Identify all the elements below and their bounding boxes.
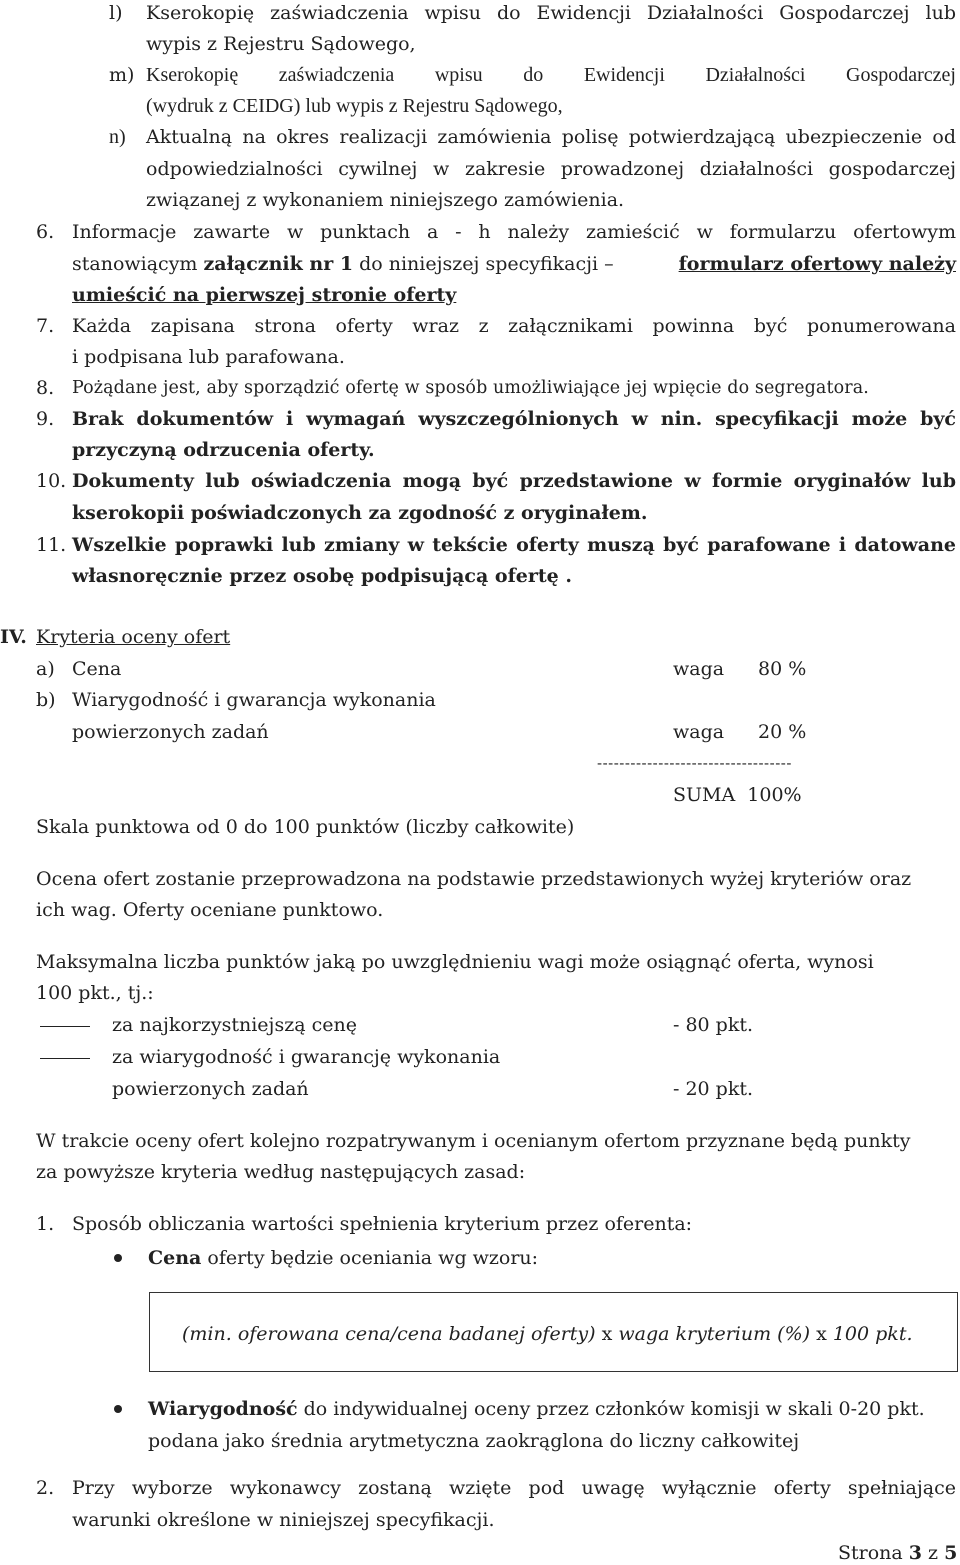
page-footer [838,1541,957,1565]
item-6-line3 [72,283,456,307]
item-9-text-2: przyczyną odrzucenia oferty. [72,439,375,461]
formula [182,1322,913,1346]
criterion-b-weight: 20 % [758,721,807,743]
assessment-line1: Ocena ofert zostanie przeprowadzona na podstawie przedstawionych wyżej kryteriów oraz [36,868,912,890]
footer-total: 5 [944,1542,958,1564]
rules-line2: za powyższe kryteria według następujących zasad: [36,1161,526,1183]
item-9-line1 [72,407,956,431]
formula-times-1: x [595,1323,619,1345]
item-7-line2: i podpisana lub parafowana. [72,346,345,368]
section-number-text: IV. [0,626,27,648]
score-scale: Skala punktowa od 0 do 100 punktów (liczby całkowite) [36,816,575,838]
formula-times-2: x [810,1323,833,1345]
item-9-marker: 9. [36,408,55,430]
item-10-text-2: kserokopii poświadczonych za zgodność z oryginałem. [72,502,648,524]
method-text: Sposób obliczania wartości spełnienia kryterium przez oferenta: [72,1213,693,1235]
final-line1: Przy wyborze wykonawcy zostaną wzięte pod uwagę wyłącznie oferty spełniające [72,1477,956,1499]
criterion-b-marker: b) [36,689,56,711]
formula-part-points: 100 pkt. [832,1323,913,1345]
item-10-line1 [72,469,956,493]
list-item-n-line1: Aktualną na okres realizacji zamówienia polisę potwierdzającą ubezpieczenie od [146,126,956,148]
list-item-m-line2: (wydruk z CEIDG) lub wypis z Rejestru Sądowego, [146,95,563,117]
sum-separator: ----------------------------------- [597,754,792,772]
item-11-marker: 11. [36,534,67,556]
item-11-text: Wszelkie poprawki lub zmiany w tekście oferty muszą być parafowane i datowane [72,534,956,556]
formula-part-weight: waga kryterium (%) [618,1323,811,1345]
item-8-marker: 8. [36,377,55,399]
offer-form-note: formularz ofertowy należy [678,253,956,275]
offer-form-note-2: umieścić na pierwszej stronie oferty [72,284,457,306]
section-title-text: Kryteria oceny ofert [36,626,231,648]
rules-line1: W trakcie oceny ofert kolejno rozpatrywanym i ocenianym ofertom przyznane będą punkty [36,1130,911,1152]
footer-prefix: Strona [838,1542,909,1564]
points-price-value: - 80 pkt. [673,1014,754,1036]
max-points-line1: Maksymalna liczba punktów jaką po uwzględnieniu wagi może osiągnąć oferta, wynosi [36,951,874,973]
item-9-line2 [72,438,375,462]
item-6-line1: Informacje zawarte w punktach a - h należy zamieścić w formularzu ofertowym [72,221,956,243]
list-item-m-line1: Kserokopię zaświadczenia wpisu do Ewidencji Działalności Gospodarczej [146,64,956,86]
list-item-n-line2: odpowiedzialności cywilnej w zakresie prowadzonej działalności gospodarczej [146,158,956,180]
item-10-line2 [72,501,648,525]
criterion-b-weight-label: waga [673,721,725,743]
reliability-rest: do indywidualnej oceny przez członków komisji w skali 0-20 pkt. [297,1398,925,1420]
dash-marker-2 [40,1058,90,1059]
list-item-l-line2: wypis z Rejestru Sądowego, [146,33,416,55]
criterion-a-weight-label: waga [673,658,725,680]
item-8-line1: Pożądane jest, aby sporządzić ofertę w sposób umożliwiające jej wpięcie do segregatora. [72,378,869,398]
criterion-b-label: Wiarygodność i gwarancja wykonania [72,689,436,711]
criterion-a-weight: 80 % [758,658,807,680]
reliability-bullet [148,1397,925,1421]
price-bullet-rest: oferty będzie oceniania wg wzoru: [201,1247,539,1269]
item-10-text: Dokumenty lub oświadczenia mogą być przedstawione w formie oryginałów lub [72,470,956,492]
item-6-line2 [72,252,956,276]
item-11-line2 [72,564,572,588]
method-marker: 1. [36,1213,55,1235]
criterion-a-marker: a) [36,658,55,680]
bullet-dot-1 [114,1254,122,1262]
criterion-b-label-2: powierzonych zadań [72,721,269,743]
section-title [36,625,230,649]
item-10-marker: 10. [36,470,67,492]
criterion-a-label: Cena [72,658,122,680]
max-points-line2: 100 pkt., tj.: [36,982,154,1004]
section-number [0,625,27,649]
sum-total: SUMA 100% [673,784,802,806]
points-reliability-label-2: powierzonych zadań [112,1078,309,1100]
item-6-marker: 6. [36,221,55,243]
dash-marker-1 [40,1026,90,1027]
final-marker: 2. [36,1477,55,1499]
item-7-marker: 7. [36,315,55,337]
bullet-dot-2 [114,1405,122,1413]
assessment-line2: ich wag. Oferty oceniane punktowo. [36,899,384,921]
reliability-bold: Wiarygodność [148,1398,298,1420]
price-bullet [148,1246,538,1270]
item-11-text-2: własnoręcznie przez osobę podpisującą ofertę . [72,565,572,587]
list-marker-m: m) [109,64,135,86]
list-marker-n: n) [109,126,126,148]
item-9-text: Brak dokumentów i wymagań wyszczególnionych w nin. specyfikacji może być [72,408,956,430]
list-item-n-line3: związanej z wykonaniem niniejszego zamówienia. [146,189,625,211]
points-reliability-value: - 20 pkt. [673,1078,754,1100]
price-bullet-bold: Cena [148,1247,202,1269]
final-line2: warunki określone w niniejszej specyfikacji. [72,1509,495,1531]
points-reliability-label: za wiarygodność i gwarancję wykonania [112,1046,501,1068]
item-7-line1: Każda zapisana strona oferty wraz z załącznikami powinna być ponumerowana [72,315,956,337]
formula-part-ratio: (min. oferowana cena/cena badanej oferty) [182,1323,596,1345]
list-marker-l: l) [109,2,123,24]
item-11-line1 [72,533,956,557]
footer-page: 3 [908,1542,923,1564]
attachment-ref: załącznik nr 1 [203,253,354,275]
footer-mid: z [922,1542,945,1564]
item-6-text: stanowiącym [72,253,204,275]
points-price-label: za najkorzystniejszą cenę [112,1014,357,1036]
list-item-l-line1: Kserokopię zaświadczenia wpisu do Ewidencji Działalności Gospodarczej lub [146,2,956,24]
item-6-text-2: do niniejszej specyfikacji – [353,253,614,275]
reliability-line2: podana jako średnia arytmetyczna zaokrąglona do liczny całkowitej [148,1430,800,1452]
